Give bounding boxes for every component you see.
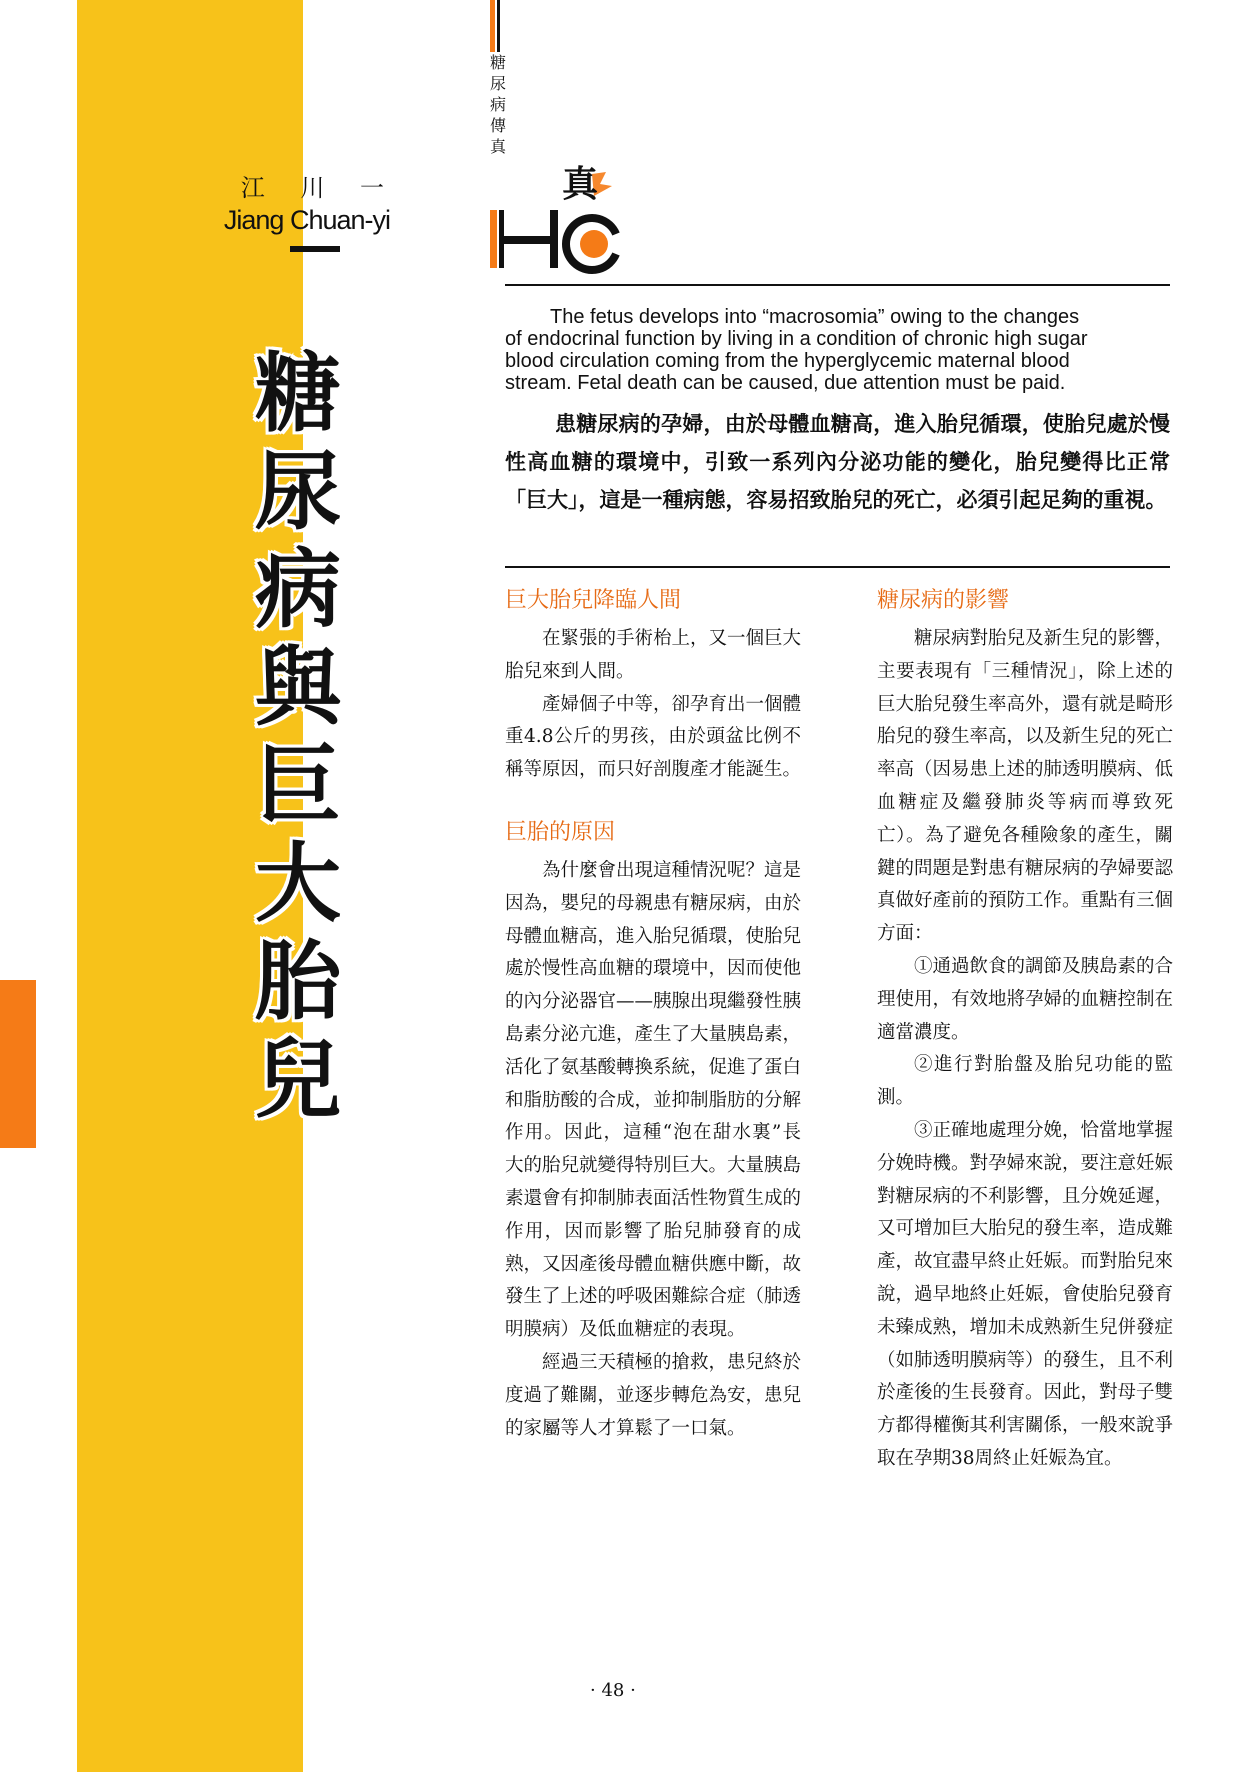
- section-heading: 巨胎的原因: [505, 819, 616, 845]
- paragraph: 經過三天積極的搶救，患兒終於度過了難關，並逐步轉危為安，患兒的家屬等人才算鬆了一口氣。: [505, 1351, 802, 1439]
- title-char: 尿: [255, 442, 341, 542]
- author-name-cn: 江 川 一: [240, 174, 398, 202]
- abstract-en-line: The fetus develops into “macrosomia” owing to the changes: [550, 306, 1080, 328]
- title-char: 大: [255, 834, 341, 934]
- abstract-chinese: 患糖尿病的孕婦，由於母體血糖高，進入胎兒循環，使胎兒處於慢性高血糖的環境中，引致一系列內分泌功能的變化，胎兒變得比正常「巨大」，這是一種病態，容易招致胎兒的死亡，必須引起足夠的重視。: [505, 412, 1170, 512]
- column-marker-orange: [490, 0, 495, 52]
- abstract-en-line: blood circulation coming from the hyperglycemic maternal blood: [505, 350, 1070, 372]
- paragraph: 在緊張的手術枱上，又一個巨大胎兒來到人間。: [505, 628, 802, 682]
- paragraph: ②進行對胎盤及胎兒功能的監測。: [877, 1054, 1173, 1109]
- title-char: 巨: [255, 736, 341, 836]
- abstract-en-line: of endocrinal function by living in a condition of chronic high sugar: [505, 328, 1088, 350]
- paragraph: 產婦個子中等，卻孕育出一個體重4.8公斤的男孩，由於頭盆比例不稱等原因，而只好剖腹產才能誕生。: [505, 693, 802, 781]
- hc-logo: [488, 150, 628, 280]
- abstract-en-line: stream. Fetal death can be caused, due attention must be paid.: [505, 372, 1066, 394]
- paragraph: ③正確地處理分娩，恰當地掌握分娩時機。對孕婦來說，要注意妊娠對糖尿病的不利影響，且分娩延遲，又可增加巨大胎兒的發生率，造成難產，故宜盡早終止妊娠。而對胎兒來說，過早地終止妊娠，會使胎兒發育未臻成熟，增加未成熟新生兒併發症（如肺透明膜病等）的發生，且不利於產後的生長發育。因此，對母子雙方都得權衡其利害關係，一般來說爭取在孕期38周終止妊娠為宜。: [877, 1119, 1174, 1469]
- title-char: 兒: [255, 1030, 341, 1130]
- orange-edge-tab: [0, 980, 36, 1148]
- paragraph: 為什麼會出現這種情況呢？這是因為，嬰兒的母親患有糖尿病，由於母體血糖高，進入胎兒循環，使胎兒處於慢性高血糖的環境中，因而使他的內分泌器官——胰腺出現繼發性胰島素分泌亢進，產生了大量胰島素，活化了氨基酸轉換系統，促進了蛋白和脂肪酸的合成，並抑制脂肪的分解作用。因此，這種“泡在甜水裏”長大的胎兒就變得特別巨大。大量胰島素還會有抑制肺表面活性物質生成的作用，因而影響了胎兒肺發育的成熟，又因產後母體血糖供應中斷，故發生了上述的呼吸困難綜合症（肺透明膜病）及低血糖症的表現。: [505, 859, 802, 1341]
- top-rule: [505, 284, 1170, 286]
- column-marker-black: [497, 0, 500, 52]
- abstract-english: [505, 306, 1170, 394]
- page-number: · 48 ·: [590, 1680, 636, 1701]
- body-column-left: [505, 585, 801, 1445]
- title-char: 糖: [255, 344, 341, 444]
- svg-text:真: 真: [562, 163, 599, 205]
- paragraph: ①通過飲食的調節及胰島素的合理使用，有效地將孕婦的血糖控制在適當濃度。: [877, 955, 1174, 1043]
- section-heading: 巨大胎兒降臨人間: [505, 588, 682, 613]
- title-char: 胎: [255, 932, 341, 1032]
- title-char: 與: [255, 638, 341, 738]
- paragraph: 糖尿病對胎兒及新生兒的影響，主要表現有「三種情況」，除上述的巨大胎兒發生率高外，還有就是畸形胎兒的發生率高，以及新生兒的死亡率高（因易患上述的肺透明膜病、低血糖症及繼發肺炎等病而導致死亡）。為了避免各種險象的產生，關鍵的問題是對患有糖尿病的孕婦要認真做好產前的預防工作。重點有三個方面：: [877, 628, 1174, 945]
- section-heading: 糖尿病的影響: [877, 588, 1010, 613]
- author-name-en: Jiang Chuan-yi: [223, 205, 390, 235]
- title-char: 病: [255, 540, 341, 640]
- author-block: [210, 168, 398, 236]
- article-title: [255, 345, 355, 1129]
- author-underline: [290, 246, 340, 252]
- body-column-right: [877, 585, 1173, 1476]
- series-label: 糖尿病傳真: [489, 53, 506, 156]
- middle-rule: [505, 566, 1170, 568]
